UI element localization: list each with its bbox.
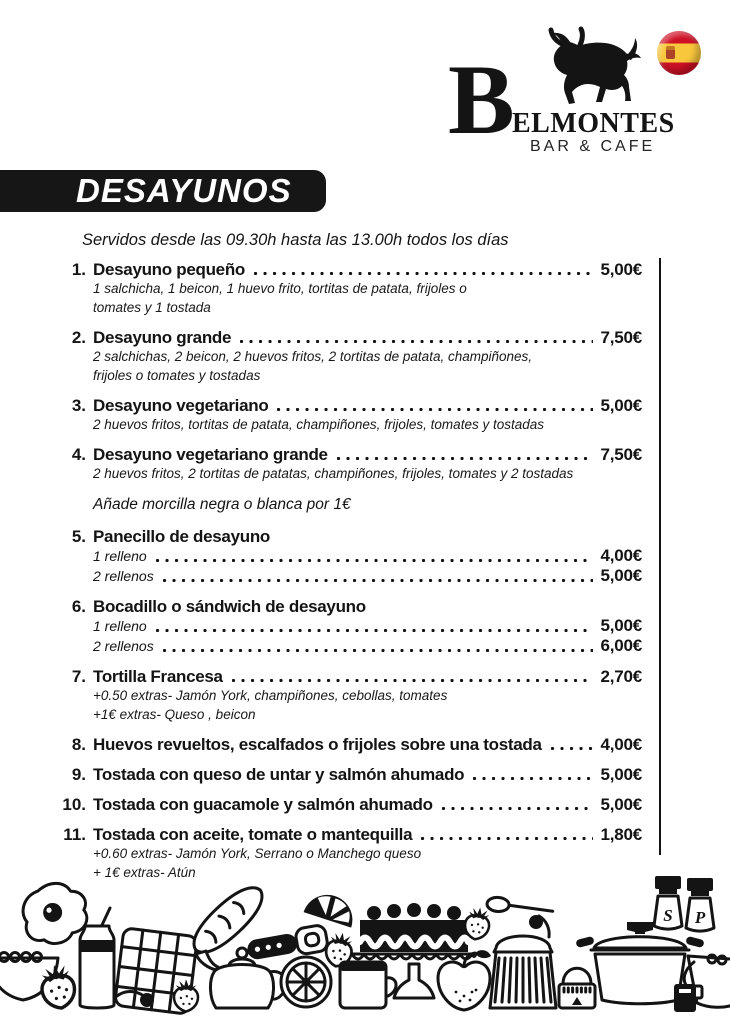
dot-leader	[163, 579, 594, 582]
logo-name: ELMONTES	[512, 108, 675, 139]
dot-leader	[337, 457, 594, 460]
item-price: 7,50€	[600, 445, 642, 464]
citrus-wheel-icon	[281, 957, 331, 1007]
svg-text:S: S	[663, 906, 673, 925]
menu-item	[60, 597, 642, 656]
item-number: 11.	[63, 825, 86, 844]
apple-icon	[438, 950, 491, 1010]
menu-item	[60, 527, 642, 586]
item-title: Bocadillo o sándwich de desayuno	[93, 597, 366, 616]
section-title: DESAYUNOS	[76, 172, 292, 209]
item-number: 4.	[71, 445, 86, 464]
dot-leader	[163, 649, 594, 652]
item-number: 1.	[71, 260, 86, 279]
item-number: 6.	[71, 597, 86, 616]
item-price: 5,00€	[600, 765, 642, 784]
item-number: 3.	[71, 396, 86, 415]
spain-flag-icon	[657, 31, 701, 75]
item-description: +0.50 extras- Jamón York, champiñones, cebollas, tomates	[93, 688, 448, 703]
teapot-icon	[196, 948, 286, 1008]
striped-jar-icon	[490, 936, 556, 1008]
dot-leader	[156, 559, 594, 562]
item-title: Huevos revueltos, escalfados o frijoles sobre una tostada	[93, 735, 542, 754]
item-description: 2 huevos fritos, tortitas de patata, champiñones, frijoles, tomates y tostadas	[93, 417, 544, 432]
menu-item	[60, 795, 642, 814]
item-description: tomates y 1 tostada	[93, 300, 211, 315]
option-price: 5,00€	[600, 616, 642, 635]
orange-slice-icon	[304, 888, 359, 927]
pepper-shaker-icon	[686, 878, 714, 931]
bull-icon	[536, 28, 646, 114]
menu-item	[60, 765, 642, 784]
item-number: 5.	[71, 527, 86, 546]
option-price: 4,00€	[600, 546, 642, 565]
item-title: Tostada con guacamole y salmón ahumado	[93, 795, 433, 814]
menu-note: Añade morcilla negra o blanca por 1€	[93, 496, 351, 513]
dot-leader	[277, 408, 593, 411]
menu-item	[60, 328, 642, 385]
item-number: 2.	[71, 328, 86, 347]
svg-text:P: P	[694, 908, 706, 927]
item-number: 9.	[71, 765, 86, 784]
item-title: Desayuno pequeño	[93, 260, 246, 279]
item-title: Desayuno grande	[93, 328, 232, 347]
egg-timer-icon	[559, 968, 595, 1008]
spoon-icon	[487, 897, 554, 916]
menu-list	[60, 260, 642, 893]
dot-leader	[156, 629, 594, 632]
menu-item	[60, 260, 642, 317]
item-title: Tostada con queso de untar y salmón ahumado	[93, 765, 465, 784]
salt-shaker-icon	[654, 876, 682, 929]
mug-icon	[340, 962, 396, 1008]
option-price: 5,00€	[600, 566, 642, 585]
item-price: 4,00€	[600, 735, 642, 754]
option-label: 2 rellenos	[93, 638, 154, 654]
dot-leader	[240, 340, 593, 343]
item-title: Desayuno vegetariano	[93, 396, 269, 415]
item-price: 5,00€	[600, 396, 642, 415]
footer-illustrations	[0, 874, 730, 1024]
dot-leader	[551, 747, 594, 750]
item-description: +0.60 extras- Jamón York, Serrano o Manchego queso	[93, 846, 422, 861]
item-title: Tostada con aceite, tomate o mantequilla	[93, 825, 413, 844]
item-number: 8.	[71, 735, 86, 754]
dot-leader	[421, 837, 593, 840]
item-description: 2 salchichas, 2 beicon, 2 huevos fritos, 2 tortitas de patata, champiñones,	[93, 349, 533, 364]
dot-leader	[473, 777, 593, 780]
option-row	[60, 566, 642, 586]
item-number: 7.	[71, 667, 86, 686]
item-price: 1,80€	[600, 825, 642, 844]
serving-hours-text: Servidos desde las 09.30h hasta las 13.00h todos los días	[82, 231, 509, 249]
menu-item	[60, 667, 642, 724]
menu-item	[60, 445, 642, 483]
logo-tagline: BAR & CAFE	[530, 138, 656, 155]
item-price: 7,50€	[600, 328, 642, 347]
item-title: Tortilla Francesa	[93, 667, 223, 686]
option-row	[60, 616, 642, 636]
item-description: 2 huevos fritos, 2 tortitas de patatas, champiñones, frijoles, tomates y 2 tostadas	[93, 466, 574, 481]
option-label: 1 relleno	[93, 548, 147, 564]
option-label: 1 relleno	[93, 618, 147, 634]
menu-item	[60, 396, 642, 434]
vertical-divider	[659, 258, 661, 855]
menu-item	[60, 735, 642, 754]
item-description: +1€ extras- Queso , beicon	[93, 707, 256, 722]
option-label: 2 rellenos	[93, 568, 154, 584]
option-row	[60, 546, 642, 566]
item-description: + 1€ extras- Atún	[93, 865, 196, 880]
option-price: 6,00€	[600, 636, 642, 655]
item-description: frijoles o tomates y tostadas	[93, 368, 261, 383]
item-title: Desayuno vegetariano grande	[93, 445, 328, 464]
dot-leader	[232, 679, 594, 682]
dot-leader	[254, 272, 593, 275]
item-description: 1 salchicha, 1 beicon, 1 huevo frito, tortitas de patata, frijoles o	[93, 281, 467, 296]
option-row	[60, 636, 642, 656]
cherry-icon	[529, 915, 549, 937]
item-title: Panecillo de desayuno	[93, 527, 270, 546]
item-price: 5,00€	[600, 795, 642, 814]
logo-initial: B	[448, 44, 515, 155]
item-price: 5,00€	[600, 260, 642, 279]
item-number: 10.	[62, 795, 86, 814]
item-price: 2,70€	[600, 667, 642, 686]
dot-leader	[442, 807, 594, 810]
section-banner	[0, 170, 326, 212]
logo	[448, 28, 675, 160]
